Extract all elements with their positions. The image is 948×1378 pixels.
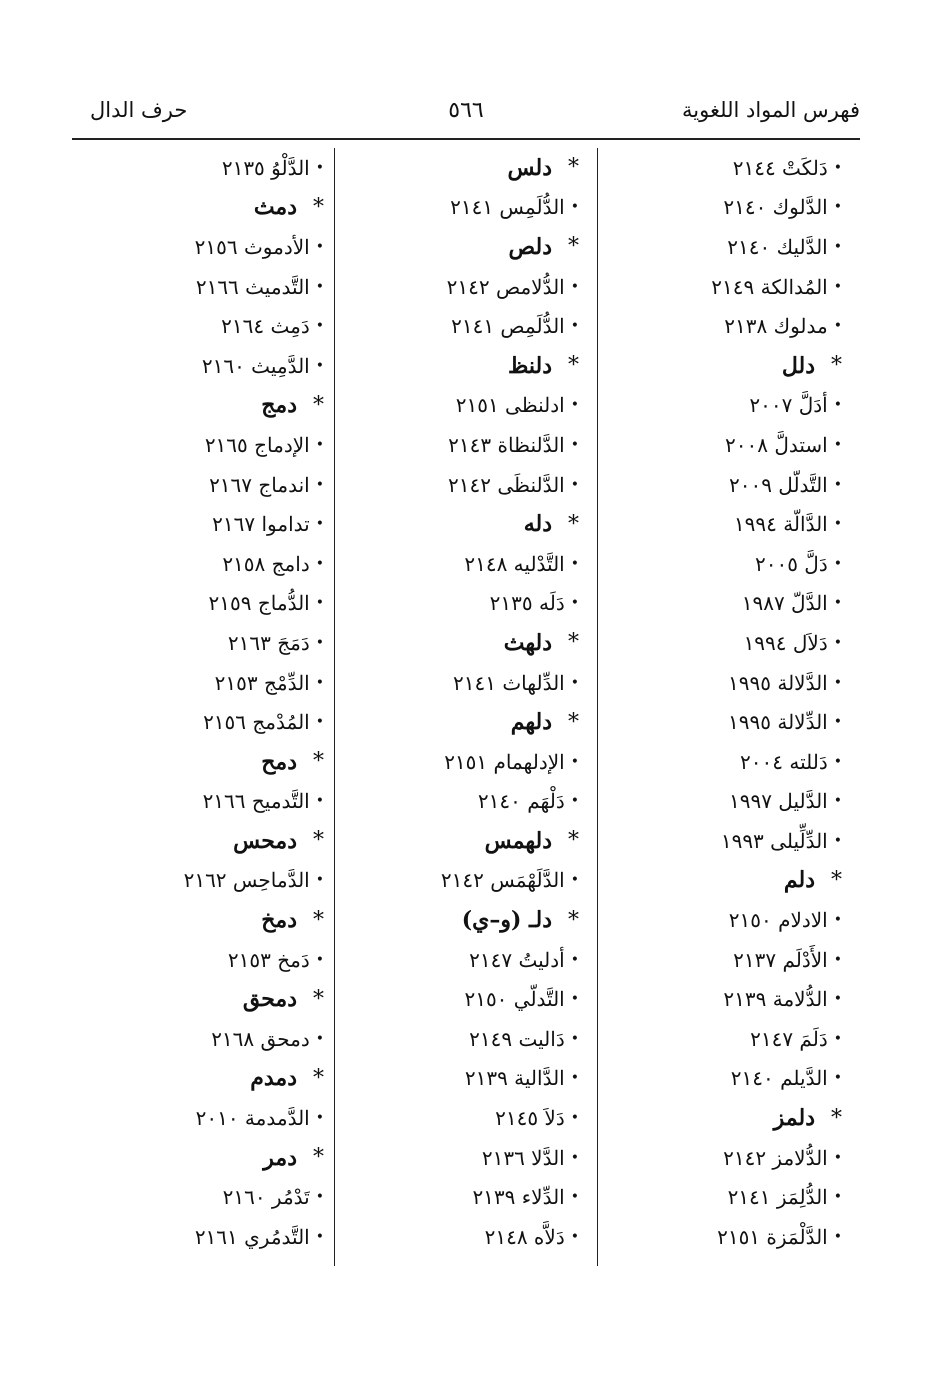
- entry-text: أدليتُ ٢١٤٧: [469, 947, 565, 972]
- column-divider-left: [334, 148, 335, 1266]
- index-entry: [74, 1019, 324, 1059]
- entry-text: الدِّلهاث ٢١٤١: [453, 670, 565, 695]
- bullet-icon: •: [315, 278, 324, 295]
- bullet-icon: •: [570, 674, 579, 691]
- index-entry: [612, 148, 842, 188]
- entry-text: الدُّلِمَز ٢١٤١: [727, 1185, 828, 1210]
- index-entry: [612, 227, 842, 267]
- entry-text: أدَلَّ ٢٠٠٧: [749, 393, 828, 418]
- root-heading-text: دمحس: [233, 827, 297, 854]
- entry-text: الدَّمدمة ٢٠١٠: [195, 1106, 310, 1131]
- entry-text: الأَدْلَم ٢١٣٧: [733, 947, 828, 972]
- entry-text: الأدموث ٢١٥٦: [194, 234, 310, 259]
- entry-text: التَّدميح ٢١٦٦: [202, 789, 310, 814]
- bullet-icon: •: [833, 991, 842, 1008]
- index-entry: [612, 900, 842, 940]
- bullet-icon: •: [315, 159, 324, 176]
- asterisk-icon: *: [831, 353, 842, 379]
- entry-text: الدِّمْج ٢١٥٣: [214, 670, 310, 695]
- entry-text: الدُّلَمِس ٢١٤١: [450, 195, 565, 220]
- index-entry: [612, 1138, 842, 1178]
- asterisk-icon: *: [313, 749, 324, 775]
- entry-text: الدَّلّ ١٩٨٧: [741, 591, 828, 616]
- bullet-icon: •: [570, 595, 579, 612]
- bullet-icon: •: [315, 595, 324, 612]
- asterisk-icon: *: [313, 1145, 324, 1171]
- entry-text: الدُّلامص ٢١٤٢: [446, 274, 565, 299]
- entry-text: دَمخ ٢١٥٣: [227, 947, 310, 972]
- index-entry: [612, 702, 842, 742]
- index-entry: [612, 425, 842, 465]
- entry-text: المُدْمج ٢١٥٦: [203, 710, 310, 735]
- index-entry: [74, 425, 324, 465]
- entry-text: الدَّلا ٢١٣٦: [481, 1145, 565, 1170]
- index-entry: [612, 821, 842, 861]
- index-entry: [74, 623, 324, 663]
- bullet-icon: •: [570, 1149, 579, 1166]
- root-heading: [74, 742, 324, 782]
- bullet-icon: •: [315, 318, 324, 335]
- index-entry: [612, 1059, 842, 1099]
- asterisk-icon: *: [313, 194, 324, 220]
- entry-text: الدِّلِّيلى ١٩٩٣: [720, 828, 828, 853]
- asterisk-icon: *: [313, 907, 324, 933]
- index-entry: [74, 702, 324, 742]
- bullet-icon: •: [833, 516, 842, 533]
- asterisk-icon: *: [313, 828, 324, 854]
- bullet-icon: •: [315, 555, 324, 572]
- root-heading-text: دلمز: [773, 1105, 815, 1132]
- bullet-icon: •: [570, 278, 579, 295]
- index-entry: [612, 267, 842, 307]
- entry-text: دَاليت ٢١٤٩: [469, 1026, 565, 1051]
- bullet-icon: •: [833, 476, 842, 493]
- asterisk-icon: *: [313, 392, 324, 418]
- asterisk-icon: *: [568, 828, 579, 854]
- index-entry: [354, 940, 579, 980]
- index-entry: [74, 1098, 324, 1138]
- index-entry: [354, 1059, 579, 1099]
- root-heading-text: دمج: [261, 392, 297, 419]
- index-entry: [612, 940, 842, 980]
- entry-text: الدَّلْوُ ٢١٣٥: [221, 155, 310, 180]
- entry-text: التَّدلّل ٢٠٠٩: [728, 472, 828, 497]
- index-entry: [74, 861, 324, 901]
- bullet-icon: •: [315, 951, 324, 968]
- entry-text: الإدلهمام ٢١٥١: [444, 749, 565, 774]
- bullet-icon: •: [833, 595, 842, 612]
- entry-text: دَلْهَم ٢١٤٠: [477, 789, 565, 814]
- index-entry: [74, 544, 324, 584]
- entry-text: الدِّلالة ١٩٩٥: [728, 710, 828, 735]
- root-heading: [354, 702, 579, 742]
- root-heading: [74, 188, 324, 228]
- bullet-icon: •: [833, 436, 842, 453]
- root-heading: [354, 227, 579, 267]
- entry-text: التَّدلّي ٢١٥٠: [464, 987, 565, 1012]
- root-heading-text: دمحق: [242, 986, 297, 1013]
- root-heading: [612, 346, 842, 386]
- root-heading-text: دلل: [781, 352, 815, 379]
- bullet-icon: •: [570, 872, 579, 889]
- index-entry: [74, 940, 324, 980]
- entry-text: الدَّالية ٢١٣٩: [464, 1066, 565, 1091]
- index-column-right: [612, 148, 842, 1268]
- bullet-icon: •: [833, 634, 842, 651]
- entry-text: استدلَّ ٢٠٠٨: [725, 432, 828, 457]
- page-header: [72, 98, 860, 134]
- asterisk-icon: *: [568, 511, 579, 537]
- bullet-icon: •: [833, 1070, 842, 1087]
- bullet-icon: •: [833, 951, 842, 968]
- entry-text: دَلَمَ ٢١٤٧: [750, 1026, 828, 1051]
- entry-text: تَدْمُر ٢١٦٠: [222, 1185, 310, 1210]
- root-heading-text: دلهم: [510, 709, 552, 736]
- index-entry: [612, 1019, 842, 1059]
- index-entry: [612, 584, 842, 624]
- bullet-icon: •: [570, 555, 579, 572]
- asterisk-icon: *: [568, 353, 579, 379]
- index-entry: [612, 504, 842, 544]
- index-entry: [354, 1177, 579, 1217]
- index-entry: [612, 742, 842, 782]
- index-entry: [612, 979, 842, 1019]
- bullet-icon: •: [833, 159, 842, 176]
- entry-text: دَللته ٢٠٠٤: [740, 749, 828, 774]
- index-entry: [354, 544, 579, 584]
- index-entry: [74, 1177, 324, 1217]
- entry-text: الدَّليل ١٩٩٧: [728, 789, 828, 814]
- bullet-icon: •: [833, 318, 842, 335]
- index-entry: [354, 1098, 579, 1138]
- entry-text: دمحق ٢١٦٨: [211, 1026, 310, 1051]
- root-heading-text: دمث: [253, 194, 297, 221]
- bullet-icon: •: [315, 1110, 324, 1127]
- index-entry: [354, 1019, 579, 1059]
- section-title: حرف الدال: [90, 98, 188, 122]
- index-entry: [612, 188, 842, 228]
- entry-text: الدَّلالة ١٩٩٥: [728, 670, 828, 695]
- bullet-icon: •: [570, 1030, 579, 1047]
- page-number: ٥٦٦: [448, 98, 484, 123]
- entry-text: التَّدْليه ٢١٤٨: [464, 551, 565, 576]
- bullet-icon: •: [833, 238, 842, 255]
- bullet-icon: •: [315, 436, 324, 453]
- entry-text: دَلاَّه ٢١٤٨: [484, 1224, 565, 1249]
- index-entry: [74, 782, 324, 822]
- root-heading: [354, 623, 579, 663]
- root-heading: [74, 1059, 324, 1099]
- bullet-icon: •: [570, 1228, 579, 1245]
- entry-text: دَلكَتْ ٢١٤٤: [732, 155, 828, 180]
- index-title: فهرس المواد اللغوية: [682, 98, 860, 122]
- bullet-icon: •: [833, 912, 842, 929]
- root-heading-text: دلس: [507, 154, 552, 181]
- asterisk-icon: *: [831, 867, 842, 893]
- index-entry: [612, 465, 842, 505]
- index-entry: [74, 584, 324, 624]
- index-entry: [354, 742, 579, 782]
- asterisk-icon: *: [313, 1065, 324, 1091]
- asterisk-icon: *: [568, 709, 579, 735]
- bullet-icon: •: [315, 476, 324, 493]
- root-heading-text: دلـ (و–ي): [461, 907, 552, 934]
- entry-text: التَّدميث ٢١٦٦: [195, 274, 310, 299]
- index-entry: [612, 306, 842, 346]
- index-entry: [74, 346, 324, 386]
- entry-text: الدُّماج ٢١٥٩: [208, 591, 310, 616]
- index-entry: [74, 267, 324, 307]
- index-entry: [612, 544, 842, 584]
- bullet-icon: •: [570, 318, 579, 335]
- bullet-icon: •: [833, 1228, 842, 1245]
- bullet-icon: •: [315, 238, 324, 255]
- asterisk-icon: *: [568, 907, 579, 933]
- bullet-icon: •: [570, 199, 579, 216]
- entry-text: الدَّلْمَزة ٢١٥١: [717, 1224, 828, 1249]
- bullet-icon: •: [570, 436, 579, 453]
- index-entry: [74, 148, 324, 188]
- entry-text: التَّدمُري ٢١٦١: [194, 1224, 310, 1249]
- entry-text: مدلوك ٢١٣٨: [724, 314, 828, 339]
- index-entry: [354, 584, 579, 624]
- root-heading: [354, 346, 579, 386]
- index-entry: [74, 1217, 324, 1257]
- root-heading: [74, 1138, 324, 1178]
- bullet-icon: •: [833, 753, 842, 770]
- bullet-icon: •: [315, 793, 324, 810]
- entry-text: الدَّماحِس ٢١٦٢: [183, 868, 310, 893]
- root-heading-text: دلص: [508, 233, 552, 260]
- root-heading: [354, 148, 579, 188]
- bullet-icon: •: [570, 1189, 579, 1206]
- bullet-icon: •: [570, 951, 579, 968]
- root-heading-text: دله: [523, 511, 552, 538]
- entry-text: الدُّلَمِص ٢١٤١: [451, 314, 565, 339]
- bullet-icon: •: [315, 1189, 324, 1206]
- bullet-icon: •: [833, 1189, 842, 1206]
- bullet-icon: •: [833, 832, 842, 849]
- entry-text: ادلنظى ٢١٥١: [455, 393, 565, 418]
- entry-text: الدُّلامة ٢١٣٩: [723, 987, 828, 1012]
- index-entry: [354, 306, 579, 346]
- entry-text: الدِّلاء ٢١٣٩: [472, 1185, 565, 1210]
- root-heading: [354, 821, 579, 861]
- bullet-icon: •: [315, 516, 324, 533]
- entry-text: اندماج ٢١٦٧: [209, 472, 310, 497]
- entry-text: دَلاَل ١٩٩٤: [743, 630, 828, 655]
- bullet-icon: •: [315, 1228, 324, 1245]
- entry-text: الدَّلَهْمَس ٢١٤٢: [440, 868, 565, 893]
- index-entry: [612, 623, 842, 663]
- asterisk-icon: *: [568, 155, 579, 181]
- entry-text: الدَّليك ٢١٤٠: [727, 234, 828, 259]
- bullet-icon: •: [570, 1110, 579, 1127]
- index-entry: [74, 504, 324, 544]
- root-heading: [354, 504, 579, 544]
- bullet-icon: •: [570, 793, 579, 810]
- entry-text: الادلام ٢١٥٠: [728, 908, 828, 933]
- root-heading: [74, 979, 324, 1019]
- index-entry: [74, 663, 324, 703]
- index-entry: [354, 386, 579, 426]
- index-entry: [354, 1217, 579, 1257]
- index-entry: [354, 979, 579, 1019]
- index-entry: [354, 861, 579, 901]
- asterisk-icon: *: [313, 986, 324, 1012]
- bullet-icon: •: [315, 674, 324, 691]
- asterisk-icon: *: [568, 234, 579, 260]
- root-heading-text: دمخ: [261, 907, 297, 934]
- root-heading: [612, 861, 842, 901]
- index-entry: [74, 227, 324, 267]
- index-entry: [354, 267, 579, 307]
- column-divider-right: [597, 148, 598, 1266]
- bullet-icon: •: [570, 476, 579, 493]
- root-heading: [612, 1098, 842, 1138]
- entry-text: تداموا ٢١٦٧: [212, 512, 310, 537]
- bullet-icon: •: [833, 674, 842, 691]
- bullet-icon: •: [315, 714, 324, 731]
- bullet-icon: •: [833, 555, 842, 572]
- index-entry: [354, 465, 579, 505]
- index-entry: [354, 782, 579, 822]
- entry-text: الدَّلنظَى ٢١٤٢: [448, 472, 565, 497]
- index-entry: [354, 425, 579, 465]
- index-entry: [612, 663, 842, 703]
- bullet-icon: •: [833, 278, 842, 295]
- bullet-icon: •: [570, 991, 579, 1008]
- entry-text: المُدالكة ٢١٤٩: [711, 274, 828, 299]
- entry-text: دَمِث ٢١٦٤: [221, 314, 310, 339]
- bullet-icon: •: [570, 397, 579, 414]
- root-heading-text: دمدم: [250, 1065, 297, 1092]
- bullet-icon: •: [833, 199, 842, 216]
- bullet-icon: •: [833, 1149, 842, 1166]
- asterisk-icon: *: [568, 630, 579, 656]
- index-entry: [354, 188, 579, 228]
- index-entry: [354, 663, 579, 703]
- index-column-middle: [354, 148, 579, 1268]
- index-entry: [354, 1138, 579, 1178]
- root-heading-text: دمر: [263, 1144, 297, 1171]
- entry-text: دَلَّ ٢٠٠٥: [754, 551, 828, 576]
- root-heading: [354, 900, 579, 940]
- root-heading: [74, 900, 324, 940]
- entry-text: دَمَجَ ٢١٦٣: [227, 630, 310, 655]
- root-heading-text: دلهث: [503, 629, 552, 656]
- header-divider: [72, 138, 860, 140]
- entry-text: الدَّيلم ٢١٤٠: [730, 1066, 828, 1091]
- root-heading-text: دمح: [261, 748, 297, 775]
- entry-text: الدَّلنظاة ٢١٤٣: [448, 432, 565, 457]
- root-heading: [74, 821, 324, 861]
- entry-text: الدُّلامز ٢١٤٢: [723, 1145, 828, 1170]
- bullet-icon: •: [315, 872, 324, 889]
- index-entry: [74, 465, 324, 505]
- bullet-icon: •: [833, 1030, 842, 1047]
- index-entry: [612, 386, 842, 426]
- entry-text: الدَّمِيث ٢١٦٠: [201, 353, 310, 378]
- root-heading-text: دلنظ: [507, 352, 552, 379]
- bullet-icon: •: [315, 357, 324, 374]
- root-heading-text: دلهمس: [484, 827, 552, 854]
- bullet-icon: •: [833, 714, 842, 731]
- entry-text: الإدماج ٢١٦٥: [204, 432, 310, 457]
- index-entry: [74, 306, 324, 346]
- entry-text: دامج ٢١٥٨: [222, 551, 310, 576]
- bullet-icon: •: [833, 397, 842, 414]
- entry-text: الدَّالّة ١٩٩٤: [733, 512, 828, 537]
- bullet-icon: •: [315, 634, 324, 651]
- asterisk-icon: *: [831, 1105, 842, 1131]
- root-heading: [74, 386, 324, 426]
- entry-text: دَلاَ ٢١٤٥: [495, 1106, 565, 1131]
- index-column-left: [74, 148, 324, 1268]
- bullet-icon: •: [833, 793, 842, 810]
- index-entry: [612, 1177, 842, 1217]
- bullet-icon: •: [315, 1030, 324, 1047]
- index-entry: [612, 782, 842, 822]
- bullet-icon: •: [570, 753, 579, 770]
- root-heading-text: دلم: [783, 867, 815, 894]
- index-entry: [612, 1217, 842, 1257]
- bullet-icon: •: [570, 1070, 579, 1087]
- entry-text: الدَّلوك ٢١٤٠: [723, 195, 828, 220]
- entry-text: دَلَه ٢١٣٥: [489, 591, 565, 616]
